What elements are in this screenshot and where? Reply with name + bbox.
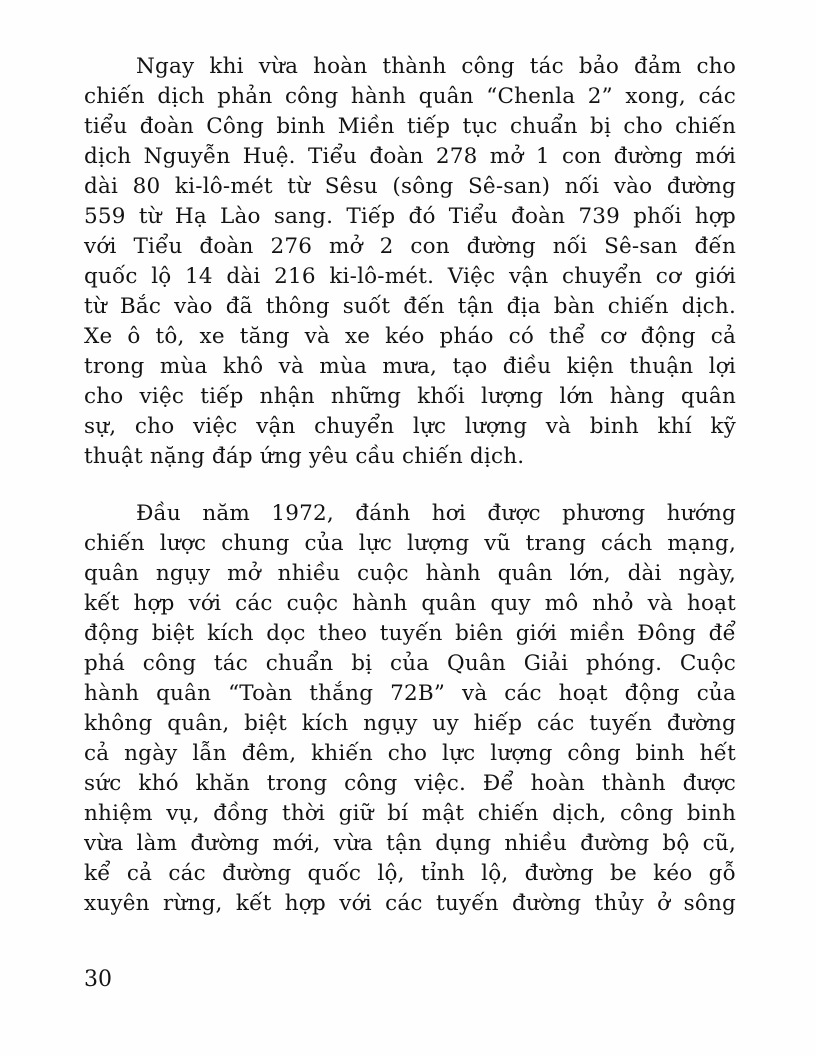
text-line: từ Bắc vào đã thông suốt đến tận địa bàn chiến dịch. — [84, 294, 736, 319]
text-line: quân ngụy mở nhiều cuộc hành quân lớn, dài ngày, — [84, 561, 736, 586]
text-line: dài 80 ki-lô-mét từ Sêsu (sông Sê-san) nối vào đường — [84, 174, 736, 199]
text-line: phá công tác chuẩn bị của Quân Giải phóng. Cuộc — [84, 651, 736, 676]
paragraph — [84, 499, 736, 919]
text-line: dịch Nguyễn Huệ. Tiểu đoàn 278 mở 1 con đường mới — [84, 144, 736, 169]
text-line: cho việc tiếp nhận những khối lượng lớn hàng quân — [84, 384, 736, 409]
text-line: xuyên rừng, kết hợp với các tuyến đường thủy ở sông — [84, 891, 736, 916]
text-line: Ngay khi vừa hoàn thành công tác bảo đảm cho — [136, 54, 736, 79]
text-line: với Tiểu đoàn 276 mở 2 con đường nối Sê-san đến — [84, 234, 736, 259]
text-line: nhiệm vụ, đồng thời giữ bí mật chiến dịch, công binh — [84, 801, 736, 826]
text-line: quốc lộ 14 dài 216 ki-lô-mét. Việc vận chuyển cơ giới — [84, 264, 736, 289]
text-line: chiến dịch phản công hành quân “Chenla 2” xong, các — [84, 84, 736, 109]
text-line: Đầu năm 1972, đánh hơi được phương hướng — [136, 501, 736, 526]
text-line: tiểu đoàn Công binh Miền tiếp tục chuẩn bị cho chiến — [84, 114, 736, 139]
text-line: không quân, biệt kích ngụy uy hiếp các tuyến đường — [84, 711, 736, 736]
text-line: cả ngày lẫn đêm, khiến cho lực lượng công binh hết — [84, 741, 736, 766]
text-line: trong mùa khô và mùa mưa, tạo điều kiện thuận lợi — [84, 354, 736, 379]
text-line: vừa làm đường mới, vừa tận dụng nhiều đường bộ cũ, — [84, 831, 736, 856]
text-line: 559 từ Hạ Lào sang. Tiếp đó Tiểu đoàn 739 phối hợp — [84, 204, 736, 229]
text-line: chiến lược chung của lực lượng vũ trang cách mạng, — [84, 531, 736, 556]
text-line: hành quân “Toàn thắng 72B” và các hoạt động của — [84, 681, 736, 706]
text-line: động biệt kích dọc theo tuyến biên giới miền Đông để — [84, 621, 736, 646]
text-line: thuật nặng đáp ứng yêu cầu chiến dịch. — [84, 444, 525, 469]
text-line: kết hợp với các cuộc hành quân quy mô nhỏ và hoạt — [84, 591, 736, 616]
text-line: sức khó khăn trong công việc. Để hoàn thành được — [84, 771, 736, 796]
text-line: sự, cho việc vận chuyển lực lượng và binh khí kỹ — [84, 414, 736, 439]
page-number: 30 — [84, 967, 112, 992]
text-line: Xe ô tô, xe tăng và xe kéo pháo có thể cơ động cả — [84, 324, 736, 349]
text-block — [84, 52, 736, 919]
text-line: kể cả các đường quốc lộ, tỉnh lộ, đường be kéo gỗ — [84, 861, 736, 886]
paragraph — [84, 52, 736, 472]
